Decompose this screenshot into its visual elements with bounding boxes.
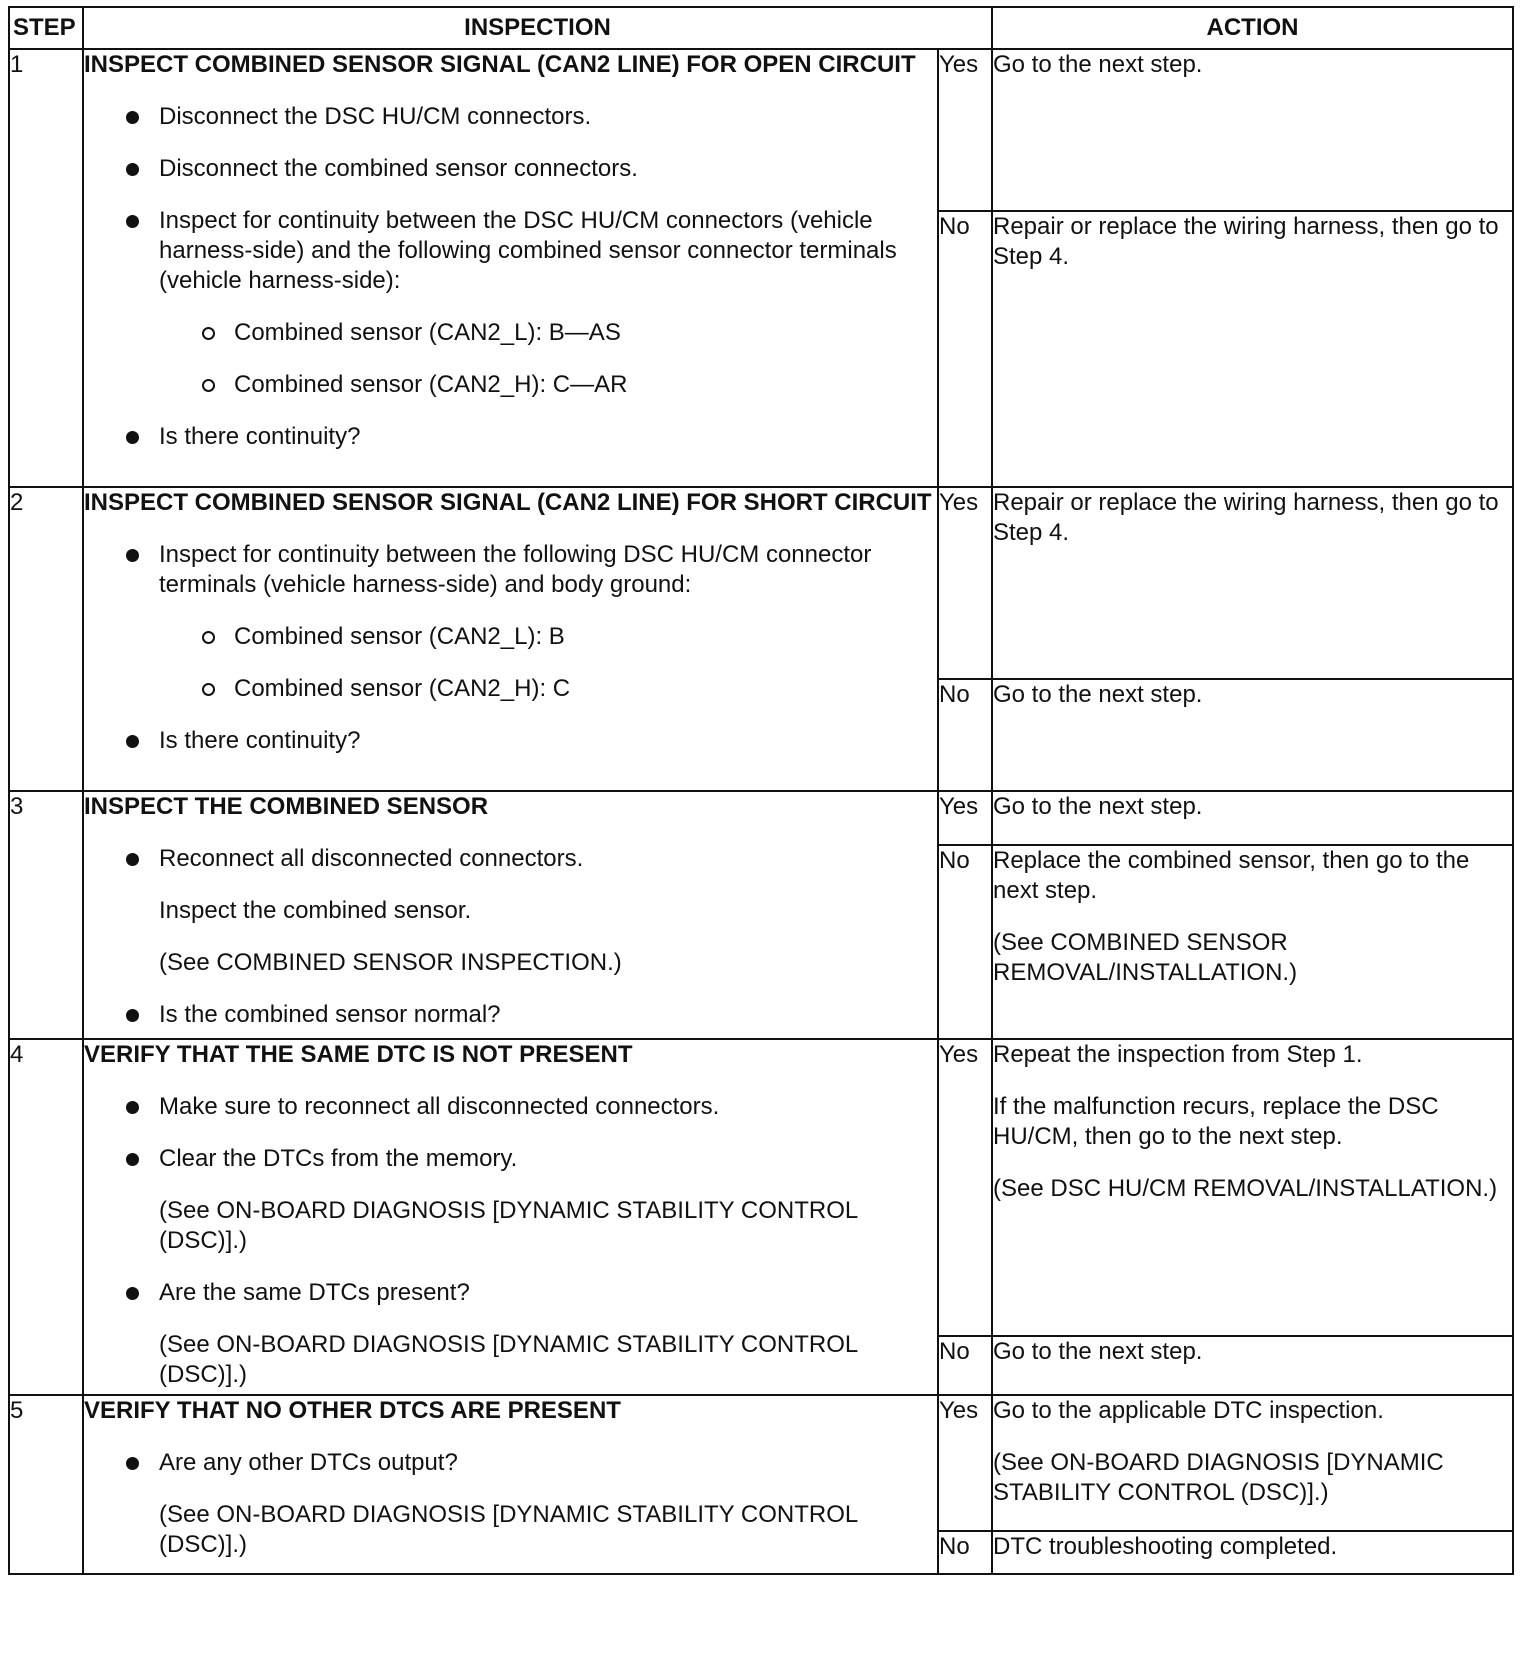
no-action — [992, 845, 1513, 1039]
step-2-yes-row — [9, 487, 1513, 679]
step-title: INSPECT THE COMBINED SENSOR — [84, 793, 489, 820]
no-label: No — [938, 845, 992, 1039]
reference-note: (See ON-BOARD DIAGNOSIS [DYNAMIC STABILITY CONTROL (DSC)].) — [159, 1331, 858, 1388]
step-number: 5 — [9, 1395, 83, 1574]
header-row — [9, 7, 1513, 49]
bullet-item: Clear the DTCs from the memory. — [84, 1144, 937, 1174]
step-title: VERIFY THAT THE SAME DTC IS NOT PRESENT — [84, 1041, 633, 1068]
step-title: INSPECT COMBINED SENSOR SIGNAL (CAN2 LINE) FOR OPEN CIRCUIT — [84, 51, 916, 78]
sub-bullet-item: Combined sensor (CAN2_H): C — [84, 674, 937, 704]
bullet-item: Is there continuity? — [84, 422, 937, 452]
no-label: No — [938, 679, 992, 791]
step-3-yes-row — [9, 791, 1513, 845]
step-5-yes-row — [9, 1395, 1513, 1531]
action-header: ACTION — [992, 7, 1513, 49]
action-reference: (See DSC HU/CM REMOVAL/INSTALLATION.) — [993, 1175, 1498, 1202]
bullet-item: Are the same DTCs present? — [84, 1278, 937, 1308]
step-number: 4 — [9, 1039, 83, 1395]
yes-action — [992, 487, 1513, 679]
action-text: Go to the applicable DTC inspection. — [993, 1397, 1384, 1424]
bullet-item: Disconnect the DSC HU/CM connectors. — [84, 102, 937, 132]
bullet-item: Inspect for continuity between the following DSC HU/CM connector terminals (vehicle harness-side) and body ground: — [84, 540, 937, 600]
sub-bullet-item: Combined sensor (CAN2_L): B—AS — [84, 318, 937, 348]
no-label: No — [938, 211, 992, 487]
step-1-yes-row — [9, 49, 1513, 211]
bullet-item: Inspect for continuity between the DSC HU/CM connectors (vehicle harness-side) and the following combined sensor connector terminals (vehicle harness-side): — [84, 206, 937, 296]
reference-note: (See ON-BOARD DIAGNOSIS [DYNAMIC STABILITY CONTROL (DSC)].) — [159, 1501, 858, 1558]
no-action — [992, 211, 1513, 487]
step-5-inspection — [83, 1395, 938, 1574]
reference-note: (See COMBINED SENSOR INSPECTION.) — [159, 949, 622, 976]
action-reference: (See COMBINED SENSOR REMOVAL/INSTALLATION.) — [993, 929, 1298, 986]
action-text: Go to the next step. — [993, 51, 1203, 78]
action-text: Go to the next step. — [993, 681, 1203, 708]
sub-bullet-item: Combined sensor (CAN2_H): C—AR — [84, 370, 937, 400]
action-reference: (See ON-BOARD DIAGNOSIS [DYNAMIC STABILITY CONTROL (DSC)].) — [993, 1449, 1444, 1506]
reference-note: (See ON-BOARD DIAGNOSIS [DYNAMIC STABILITY CONTROL (DSC)].) — [159, 1197, 858, 1254]
bullet-item: Make sure to reconnect all disconnected connectors. — [84, 1092, 937, 1122]
yes-label: Yes — [938, 487, 992, 679]
step-number: 1 — [9, 49, 83, 487]
step-4-inspection — [83, 1039, 938, 1395]
action-text: If the malfunction recurs, replace the DSC HU/CM, then go to the next step. — [993, 1093, 1439, 1150]
step-4-yes-row — [9, 1039, 1513, 1336]
action-text: Repair or replace the wiring harness, then go to Step 4. — [993, 213, 1499, 270]
no-action — [992, 1531, 1513, 1574]
step-header: STEP — [9, 7, 83, 49]
troubleshooting-table — [8, 6, 1514, 1575]
action-text: Repair or replace the wiring harness, then go to Step 4. — [993, 489, 1499, 546]
yes-label: Yes — [938, 1395, 992, 1531]
bullet-item: Reconnect all disconnected connectors. — [84, 844, 937, 874]
bullet-item: Is there continuity? — [84, 726, 937, 756]
action-text: Go to the next step. — [993, 793, 1203, 820]
step-2-inspection — [83, 487, 938, 791]
yes-label: Yes — [938, 1039, 992, 1336]
step-1-inspection — [83, 49, 938, 487]
yes-action — [992, 1039, 1513, 1336]
no-label: No — [938, 1531, 992, 1574]
action-text: Replace the combined sensor, then go to the next step. — [993, 847, 1470, 904]
step-title: VERIFY THAT NO OTHER DTCS ARE PRESENT — [84, 1397, 621, 1424]
sub-bullet-item: Combined sensor (CAN2_L): B — [84, 622, 937, 652]
step-title: INSPECT COMBINED SENSOR SIGNAL (CAN2 LINE) FOR SHORT CIRCUIT — [84, 489, 932, 516]
bullet-item: Disconnect the combined sensor connectors. — [84, 154, 937, 184]
step-note: Inspect the combined sensor. — [159, 897, 472, 924]
action-text: Repeat the inspection from Step 1. — [993, 1041, 1363, 1068]
step-3-inspection — [83, 791, 938, 1039]
step-number: 2 — [9, 487, 83, 791]
no-action — [992, 679, 1513, 791]
yes-action — [992, 1395, 1513, 1531]
no-action — [992, 1336, 1513, 1395]
yes-action — [992, 791, 1513, 845]
bullet-item: Is the combined sensor normal? — [84, 1000, 937, 1030]
bullet-item: Are any other DTCs output? — [84, 1448, 937, 1478]
no-label: No — [938, 1336, 992, 1395]
action-text: DTC troubleshooting completed. — [993, 1533, 1338, 1560]
inspection-header: INSPECTION — [83, 7, 992, 49]
yes-label: Yes — [938, 791, 992, 845]
action-text: Go to the next step. — [993, 1338, 1203, 1365]
yes-action — [992, 49, 1513, 211]
step-number: 3 — [9, 791, 83, 1039]
yes-label: Yes — [938, 49, 992, 211]
